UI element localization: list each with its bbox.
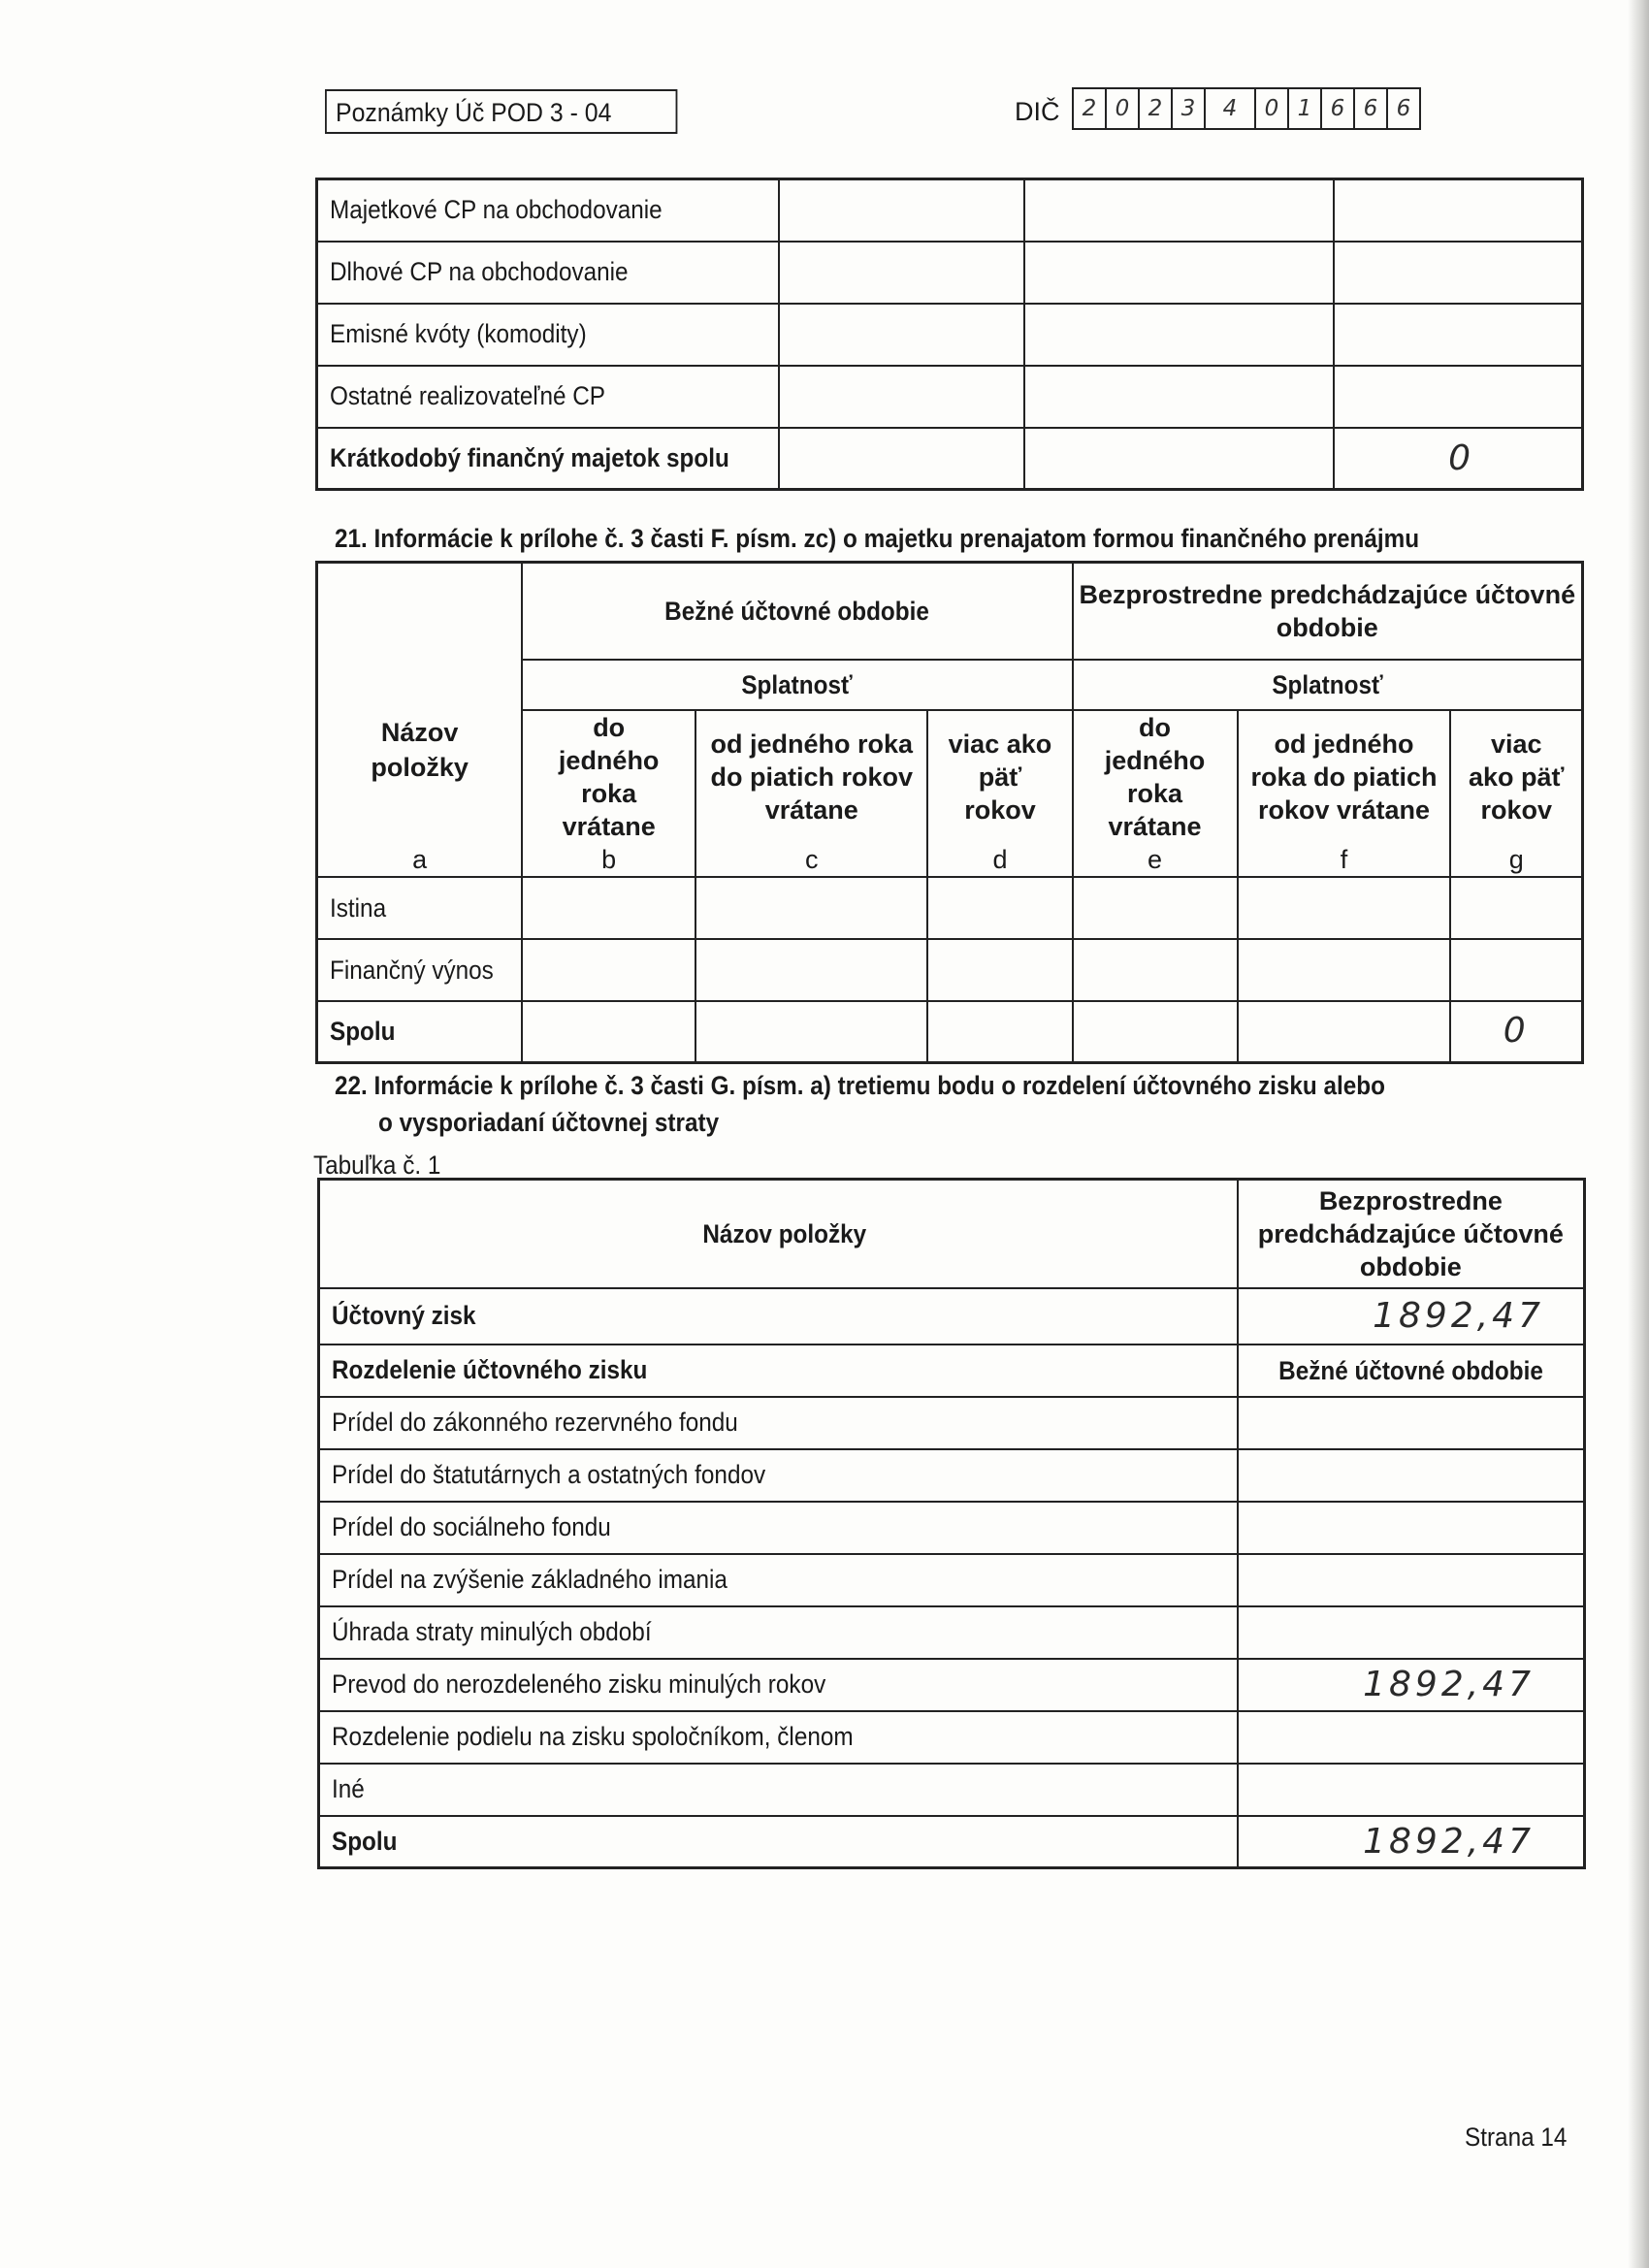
- cell[interactable]: [522, 877, 695, 939]
- section-21-title: 21. Informácie k prílohe č. 3 časti F. písm. zc) o majetku prenajatom formou finančného prenájmu: [335, 524, 1420, 553]
- cell[interactable]: [695, 939, 927, 1001]
- table-row: [319, 1345, 1585, 1397]
- letter-row: [317, 843, 1583, 877]
- table-row: [317, 877, 1583, 939]
- cell[interactable]: [1238, 1764, 1585, 1816]
- total-value[interactable]: 0: [1450, 1001, 1582, 1063]
- current-period-header: Bežné účtovné obdobie: [522, 563, 1072, 660]
- cell[interactable]: [927, 939, 1072, 1001]
- cell[interactable]: [1024, 179, 1334, 242]
- row-label: Finančný výnos: [317, 939, 523, 1001]
- finance-lease-table: [315, 561, 1584, 1064]
- dic-label: DIČ: [1015, 97, 1060, 126]
- cell[interactable]: [779, 366, 1024, 428]
- cell[interactable]: [779, 242, 1024, 304]
- table-row: [319, 1397, 1585, 1449]
- row-label: Krátkodobý finančný majetok spolu: [317, 428, 780, 490]
- cell[interactable]: [522, 939, 695, 1001]
- cell[interactable]: [1024, 428, 1334, 490]
- cell[interactable]: [1334, 242, 1583, 304]
- header-row: [319, 1180, 1585, 1288]
- table-row: [319, 1288, 1585, 1345]
- col-name-header: Názov položky: [317, 563, 523, 843]
- dic-boxes: [1072, 87, 1421, 130]
- header-row: [317, 563, 1583, 660]
- section-22-title-line1: 22. Informácie k prílohe č. 3 časti G. písm. a) tretiemu bodu o rozdelení účtovného zisku alebo: [335, 1071, 1385, 1100]
- total-value[interactable]: 1892,47: [1238, 1816, 1585, 1868]
- cell[interactable]: [779, 428, 1024, 490]
- row-label: Ostatné realizovateľné CP: [317, 366, 780, 428]
- cell[interactable]: [1073, 939, 1238, 1001]
- col-name-header: Názov položky: [319, 1180, 1238, 1288]
- short-term-financial-assets-table: [315, 178, 1584, 491]
- cell[interactable]: [1024, 242, 1334, 304]
- col-prev-header: Bezprostredne predchádzajúce účtovné obdobie: [1238, 1180, 1585, 1288]
- col-current-header: Bežné účtovné obdobie: [1238, 1345, 1585, 1397]
- col-e-header: do jedného roka vrátane: [1073, 710, 1238, 843]
- row-label: Rozdelenie podielu na zisku spoločníkom, členom: [319, 1711, 1238, 1764]
- cell[interactable]: [927, 1001, 1072, 1063]
- row-label: Dlhové CP na obchodovanie: [317, 242, 780, 304]
- dic-digit[interactable]: 6: [1388, 89, 1421, 128]
- form-label: Poznámky Úč POD 3 - 04: [325, 89, 677, 134]
- col-letter: c: [695, 843, 927, 877]
- row-label: Majetkové CP na obchodovanie: [317, 179, 780, 242]
- cell[interactable]: [1334, 366, 1583, 428]
- table-row: [317, 366, 1583, 428]
- table-row-total: [317, 428, 1583, 490]
- transfer-value[interactable]: 1892,47: [1238, 1659, 1585, 1711]
- cell[interactable]: [695, 877, 927, 939]
- table-row-total: [319, 1816, 1585, 1868]
- cell[interactable]: [779, 304, 1024, 366]
- col-letter: g: [1450, 843, 1582, 877]
- row-label: Prídel do zákonného rezervného fondu: [319, 1397, 1238, 1449]
- cell[interactable]: [1238, 1449, 1585, 1502]
- section-22-title-line2: o vysporiadaní účtovnej straty: [378, 1108, 720, 1137]
- dic-digit[interactable]: 6: [1322, 89, 1355, 128]
- row-label: Spolu: [317, 1001, 523, 1063]
- row-label: Úhrada straty minulých období: [319, 1606, 1238, 1659]
- cell[interactable]: [1238, 1554, 1585, 1606]
- col-f-header: od jedného roka do piatich rokov vrátane: [1238, 710, 1451, 843]
- cell[interactable]: [1238, 939, 1451, 1001]
- cell[interactable]: [927, 877, 1072, 939]
- row-label: Prevod do nerozdeleného zisku minulých rokov: [319, 1659, 1238, 1711]
- previous-period-header: Bezprostredne predchádzajúce účtovné obdobie: [1073, 563, 1583, 660]
- table-label: Tabuľka č. 1: [313, 1150, 441, 1180]
- cell[interactable]: [1238, 1502, 1585, 1554]
- row-label: Iné: [319, 1764, 1238, 1816]
- cell[interactable]: [1024, 304, 1334, 366]
- cell[interactable]: [1334, 304, 1583, 366]
- cell[interactable]: [1450, 939, 1582, 1001]
- table-row: [317, 939, 1583, 1001]
- col-d-header: viac ako päť rokov: [927, 710, 1072, 843]
- row-label: Účtovný zisk: [319, 1288, 1238, 1345]
- cell[interactable]: [1238, 1001, 1451, 1063]
- col-letter: d: [927, 843, 1072, 877]
- dic-digit[interactable]: 1: [1289, 89, 1322, 128]
- scan-edge-shadow: [1628, 0, 1649, 2268]
- row-label: Prídel do sociálneho fondu: [319, 1502, 1238, 1554]
- cell[interactable]: [1238, 1397, 1585, 1449]
- dic-digit[interactable]: 2: [1140, 89, 1173, 128]
- col-letter: a: [317, 843, 523, 877]
- table-row: [319, 1764, 1585, 1816]
- col-g-header: viac ako päť rokov: [1450, 710, 1582, 843]
- profit-distribution-table: [317, 1178, 1586, 1869]
- table-row: [319, 1659, 1585, 1711]
- cell[interactable]: [1238, 1711, 1585, 1764]
- profit-value[interactable]: 1892,47: [1238, 1288, 1585, 1345]
- dic-digit[interactable]: 2: [1074, 89, 1107, 128]
- cell[interactable]: [1073, 877, 1238, 939]
- dic-digit[interactable]: 0: [1256, 89, 1289, 128]
- col-letter: b: [522, 843, 695, 877]
- row-label: Spolu: [319, 1816, 1238, 1868]
- cell[interactable]: [1238, 877, 1451, 939]
- table-row: [317, 179, 1583, 242]
- row-label: Rozdelenie účtovného zisku: [319, 1345, 1238, 1397]
- cell[interactable]: [522, 1001, 695, 1063]
- cell[interactable]: [779, 179, 1024, 242]
- table-row: [317, 242, 1583, 304]
- cell[interactable]: [1073, 1001, 1238, 1063]
- cell[interactable]: [1024, 366, 1334, 428]
- row-label: Prídel do štatutárnych a ostatných fondov: [319, 1449, 1238, 1502]
- cell[interactable]: [1334, 179, 1583, 242]
- table-row: [319, 1449, 1585, 1502]
- table-row: [319, 1554, 1585, 1606]
- row-label: Istina: [317, 877, 523, 939]
- dic-digit[interactable]: 6: [1355, 89, 1388, 128]
- col-letter: e: [1073, 843, 1238, 877]
- row-label: Prídel na zvýšenie základného imania: [319, 1554, 1238, 1606]
- splatnost-header: Splatnosť: [1073, 660, 1583, 710]
- row-label: Emisné kvóty (komodity): [317, 304, 780, 366]
- col-letter: f: [1238, 843, 1451, 877]
- table-row-total: [317, 1001, 1583, 1063]
- total-value[interactable]: 0: [1334, 428, 1583, 490]
- cell[interactable]: [1450, 877, 1582, 939]
- col-b-header: do jedného roka vrátane: [522, 710, 695, 843]
- table-row: [319, 1606, 1585, 1659]
- col-c-header: od jedného roka do piatich rokov vrátane: [695, 710, 927, 843]
- cell[interactable]: [1238, 1606, 1585, 1659]
- table-row: [319, 1711, 1585, 1764]
- page-number: Strana 14: [1465, 2122, 1568, 2152]
- dic-digit[interactable]: 4: [1206, 89, 1256, 128]
- dic-digit[interactable]: 3: [1173, 89, 1206, 128]
- table-row: [319, 1502, 1585, 1554]
- cell[interactable]: [695, 1001, 927, 1063]
- table-row: [317, 304, 1583, 366]
- splatnost-header: Splatnosť: [522, 660, 1072, 710]
- dic-digit[interactable]: 0: [1107, 89, 1140, 128]
